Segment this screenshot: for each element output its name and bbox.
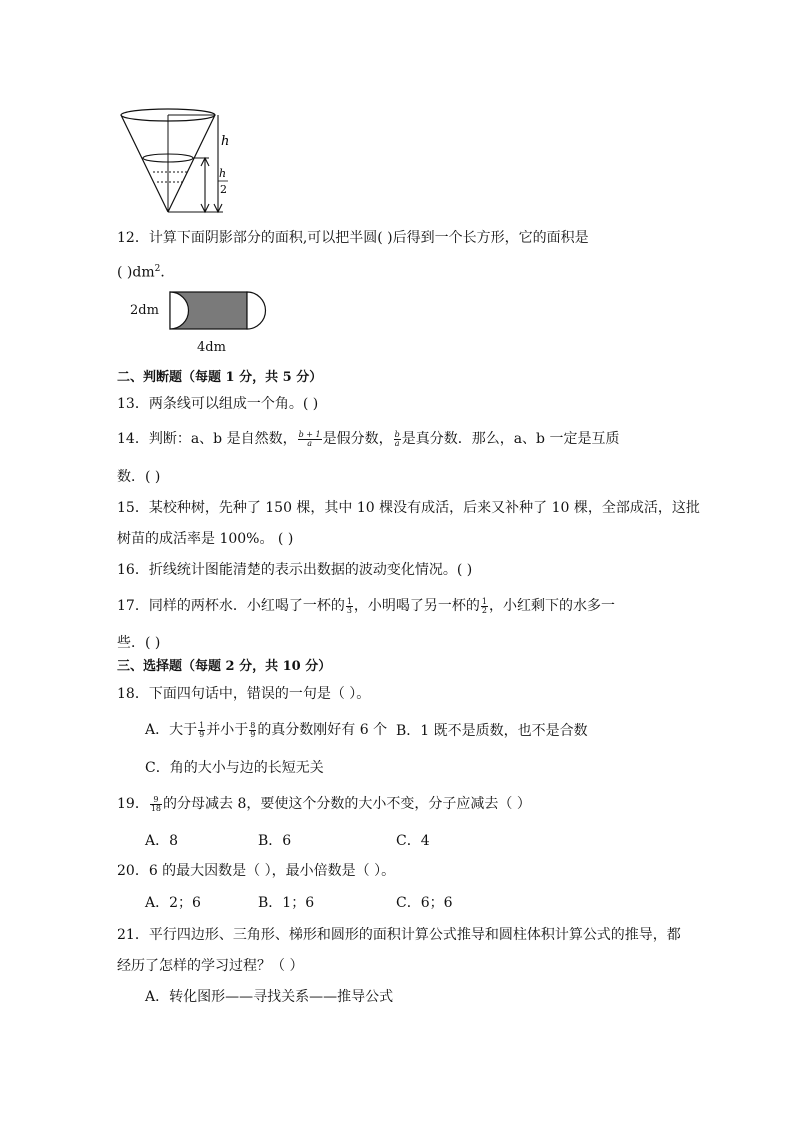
q19-prefix: 19．	[117, 796, 149, 812]
q12-line2	[117, 260, 174, 282]
q19-text: 的分母减去 8，要使这个分数的大小不变，分子应减去（ ）	[163, 796, 531, 812]
q14-line2: 数．( )	[117, 469, 161, 485]
q17-line1	[117, 597, 615, 615]
q12-line1: 12．计算下面阴影部分的面积,可以把半圆( )后得到一个长方形，它的面积是	[117, 230, 589, 246]
q19-optB: B．6	[258, 833, 292, 849]
label-4dm: 4dm	[197, 340, 226, 355]
q19-optC: C．4	[396, 833, 430, 849]
q18-optA-c: 的真分数刚好有 6 个	[257, 722, 388, 738]
q14-text-c: 是真分数．那么，a、b 一定是互质	[401, 431, 620, 447]
q18-optA-a: A．大于	[145, 722, 198, 738]
q17-text-b: ，小明喝了另一杯的	[353, 598, 480, 614]
label-2dm: 2dm	[130, 303, 159, 318]
q18-optA-b: 并小于	[206, 722, 249, 738]
q21-line2: 经历了怎样的学习过程？（ ）	[117, 958, 304, 974]
q12-sup: 2	[154, 264, 161, 274]
q18-optC: C．角的大小与边的长短无关	[145, 760, 324, 776]
q14-text-b: 是假分数，	[322, 431, 393, 447]
q18-optA	[145, 721, 387, 739]
q19-stem	[117, 795, 531, 813]
section2-title: 二、判断题（每题 1 分，共 5 分）	[117, 370, 323, 385]
cone-left-side	[121, 115, 168, 212]
q20-optA: A．2；6	[145, 895, 201, 911]
q20-optB: B．1；6	[258, 895, 315, 911]
q12-line2-end: ．	[160, 264, 175, 281]
q14-line1	[117, 430, 619, 448]
label-h-num: h	[219, 167, 227, 180]
q20-stem: 20．6 的最大因数是（ ），最小倍数是（ ）。	[117, 863, 396, 879]
right-semicircle	[247, 292, 265, 329]
q21-optA: A．转化图形——寻找关系——推导公式	[145, 989, 394, 1005]
q18-optB: B．1 既不是质数，也不是合数	[396, 723, 588, 739]
q14-frac2: $\frac{b}{a}$	[394, 429, 400, 448]
q14-text-a: 14．判断：a、b 是自然数，	[117, 431, 297, 447]
q19-optA: A．8	[145, 833, 179, 849]
label-h-den: 2	[220, 183, 227, 196]
q20-optC: C．6；6	[396, 895, 453, 911]
q18-frac1: $\frac{1}{9}$	[199, 720, 205, 739]
section3-title: 三、选择题（每题 2 分，共 10 分）	[117, 659, 332, 674]
q17-frac1: $\frac{1}{3}$	[346, 596, 352, 615]
q17-frac2: $\frac{1}{2}$	[481, 596, 488, 615]
q21-line1: 21．平行四边形、三角形、梯形和圆形的面积计算公式推导和圆柱体积计算公式的推导，都	[117, 927, 681, 943]
q17-text-a: 17．同样的两杯水．小红喝了一杯的	[117, 598, 345, 614]
q15-line2: 树苗的成活率是 100%。 ( )	[117, 531, 294, 547]
q19-frac: $\frac{9}{18}$	[150, 794, 162, 813]
q15-line1: 15．某校种树，先种了 150 棵，其中 10 棵没有成活，后来又补种了 10 棵，全部成活，这批	[117, 500, 700, 516]
q18-frac2: $\frac{8}{9}$	[250, 720, 256, 739]
q14-frac1: $\frac{b + 1}{a}$	[298, 429, 321, 448]
cone-figure	[115, 105, 240, 220]
shaded-figure	[168, 290, 268, 332]
q13: 13．两条线可以组成一个角。( )	[117, 396, 319, 412]
q16: 16．折线统计图能清楚的表示出数据的波动变化情况。( )	[117, 562, 473, 578]
q17-line2: 些．( )	[117, 635, 161, 651]
q12-line2-text: ( )dm	[117, 264, 155, 281]
q18-stem: 18．下面四句话中，错误的一句是（ ）。	[117, 686, 371, 702]
q17-text-c: ，小红剩下的水多一	[489, 598, 616, 614]
label-h: h	[221, 134, 230, 149]
